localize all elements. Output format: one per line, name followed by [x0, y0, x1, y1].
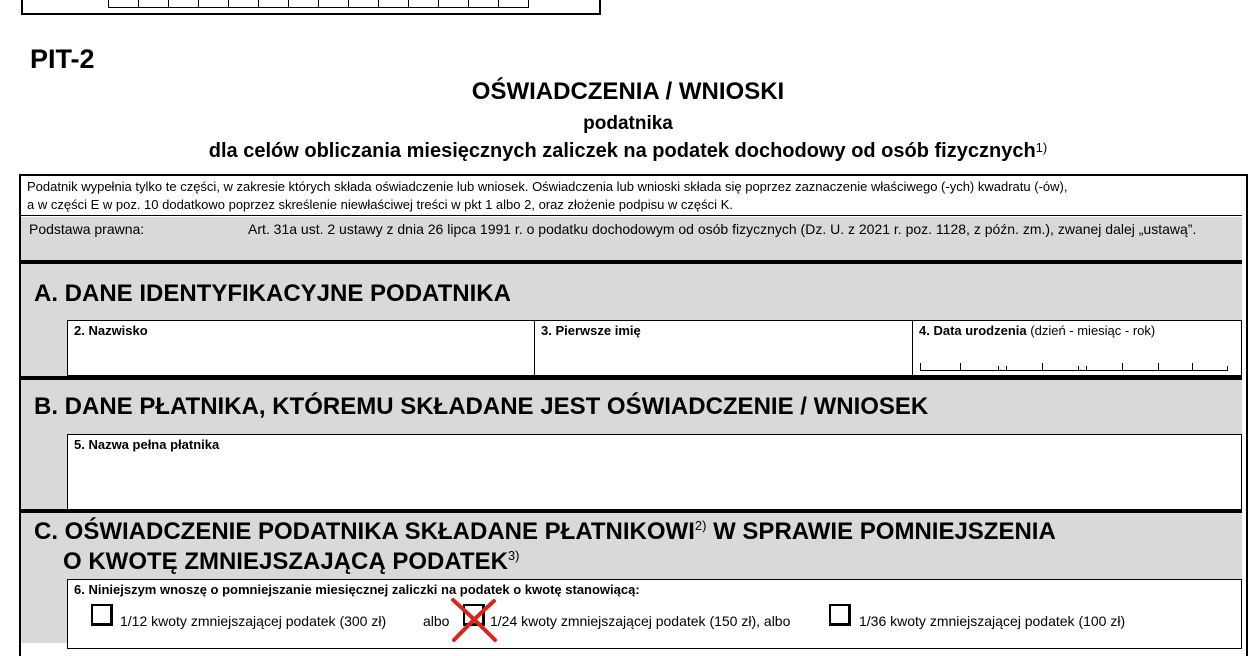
section-a — [21, 264, 1242, 376]
surname-field[interactable] — [67, 320, 535, 376]
option-separator: albo — [423, 613, 450, 629]
legal-basis — [21, 217, 1242, 262]
first-name-field[interactable] — [534, 320, 913, 376]
form-title: OŚWIADCZENIA / WNIOSKI — [471, 78, 785, 105]
instructions-line-2: a w części E w poz. 10 dodatkowo poprzez skreślenie niewłaściwej treści w pkt 1 albo 2, oraz złożenie podpisu w części K. — [27, 197, 733, 212]
instructions-line-1: Podatnik wypełnia tylko te części, w zakresie których składa oświadczenie lub wniosek. Oświadczenia lub wnioski składa się poprzez zaznaczenie właściwego (-ych) kwadratu (-ów), — [27, 179, 1068, 194]
birth-date-cells: . . — [920, 363, 1230, 371]
section-b — [21, 380, 1242, 510]
section-a-heading: A. DANE IDENTYFIKACYJNE PODATNIKA — [34, 280, 511, 307]
form-purpose: dla celów obliczania miesięcznych zaliczek na podatek dochodowy od osób fizycznych$^{1)}$ — [208, 140, 1048, 162]
first-name-label: 3. Pierwsze imię — [541, 323, 641, 338]
section-c-heading-line-1: C. OŚWIADCZENIE PODATNIKA SKŁADANE PŁATNIKOWI$^{2)}$ W SPRAWIE POMNIEJSZENIA — [34, 518, 1056, 545]
option-1-36-checkbox[interactable] — [829, 604, 851, 626]
surname-label: 2. Nazwisko — [74, 323, 148, 338]
payer-name-label: 5. Nazwa pełna płatnika — [74, 437, 220, 452]
form-subtitle: podatnika — [583, 113, 673, 134]
legal-basis-label: Podstawa prawna: — [29, 221, 145, 237]
option-1-12-label: 1/12 kwoty zmniejszającej podatek (300 zł) — [120, 613, 387, 629]
legal-basis-text: Art. 31a ust. 2 ustawy z dnia 26 lipca 1991 r. o podatku dochodowym od osób fizycznych (Dz. U. z 2021 r. poz. 1128, z późn. zm.), zwanej dalej „ustawą”. — [248, 221, 1197, 237]
birth-date-hint: (dzień - miesiąc - rok) — [1030, 323, 1156, 338]
birth-date-label: 4. Data urodzenia — [919, 323, 1027, 338]
footnote-ref: 2) — [694, 518, 707, 533]
instructions — [21, 176, 1242, 216]
reduction-request-label: 6. Niniejszym wnoszę o pomniejszanie miesięcznej zaliczki na podatek o kwotę stanowiącą: — [74, 582, 640, 597]
previous-section-cells — [108, 0, 529, 7]
section-b-heading: B. DANE PŁATNIKA, KTÓREMU SKŁADANE JEST OŚWIADCZENIE / WNIOSEK — [34, 393, 929, 420]
form-code: PIT-2 — [30, 44, 95, 74]
section-c-heading-line-2: O KWOTĘ ZMNIEJSZAJĄCĄ PODATEK$^{3)}$ — [63, 548, 520, 575]
footnote-ref: 3) — [507, 548, 520, 563]
option-1-12-checkbox[interactable] — [91, 604, 113, 626]
payer-name-field[interactable] — [67, 434, 1242, 510]
option-1-24-label: 1/24 kwoty zmniejszającej podatek (150 zł), albo — [490, 613, 791, 629]
option-1-36-label: 1/36 kwoty zmniejszającej podatek (100 zł) — [859, 613, 1126, 629]
footnote-ref: 1) — [1035, 140, 1048, 155]
